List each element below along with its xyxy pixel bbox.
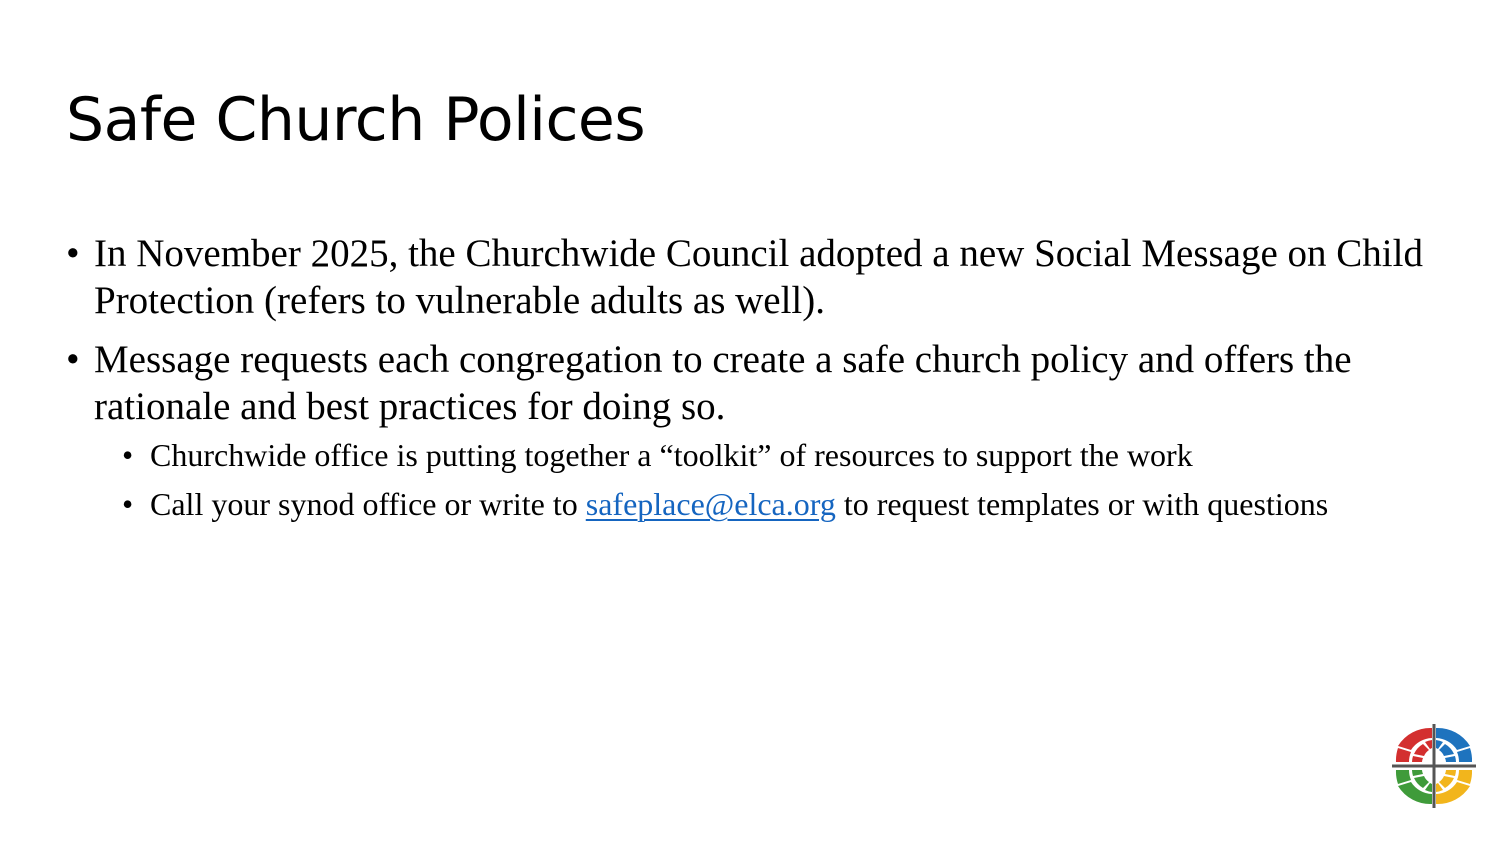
- slide-body: [66, 230, 1436, 534]
- bullet-text: In November 2025, the Churchwide Council adopted a new Social Message on Child Protection (refers to vulnerable adults as well).: [94, 232, 1423, 322]
- bullet-item: [66, 230, 1436, 324]
- elca-cross-logo-icon: [1392, 724, 1476, 808]
- slide-title: Safe Church Polices: [66, 85, 646, 155]
- logo-cross: [1392, 724, 1476, 808]
- sub-bullet-text-after: to request templates or with questions: [835, 486, 1329, 522]
- bullet-dot-icon: •: [66, 338, 80, 381]
- sub-bullet-item: [66, 436, 1436, 474]
- sub-bullet-text: Churchwide office is putting together a “toolkit” of resources to support the work: [150, 437, 1193, 473]
- sub-bullet-text-before: Call your synod office or write to: [150, 486, 586, 522]
- logo-quadrant-top-left: [1396, 728, 1432, 762]
- email-link[interactable]: safeplace@elca.org: [585, 486, 836, 522]
- bullet-item: [66, 336, 1436, 430]
- sub-bullet-list: [66, 436, 1436, 523]
- bullet-dot-icon: •: [122, 437, 134, 473]
- logo-quadrant-top-right: [1436, 728, 1472, 762]
- bullet-text: Message requests each congregation to create a safe church policy and offers the rationale and best practices for doing so.: [94, 338, 1352, 428]
- bullet-dot-icon: •: [66, 232, 80, 275]
- logo-quadrant-bottom-left: [1396, 770, 1432, 804]
- logo-quadrant-bottom-right: [1436, 770, 1472, 804]
- sub-bullet-item: [66, 485, 1436, 523]
- bullet-dot-icon: •: [122, 486, 134, 522]
